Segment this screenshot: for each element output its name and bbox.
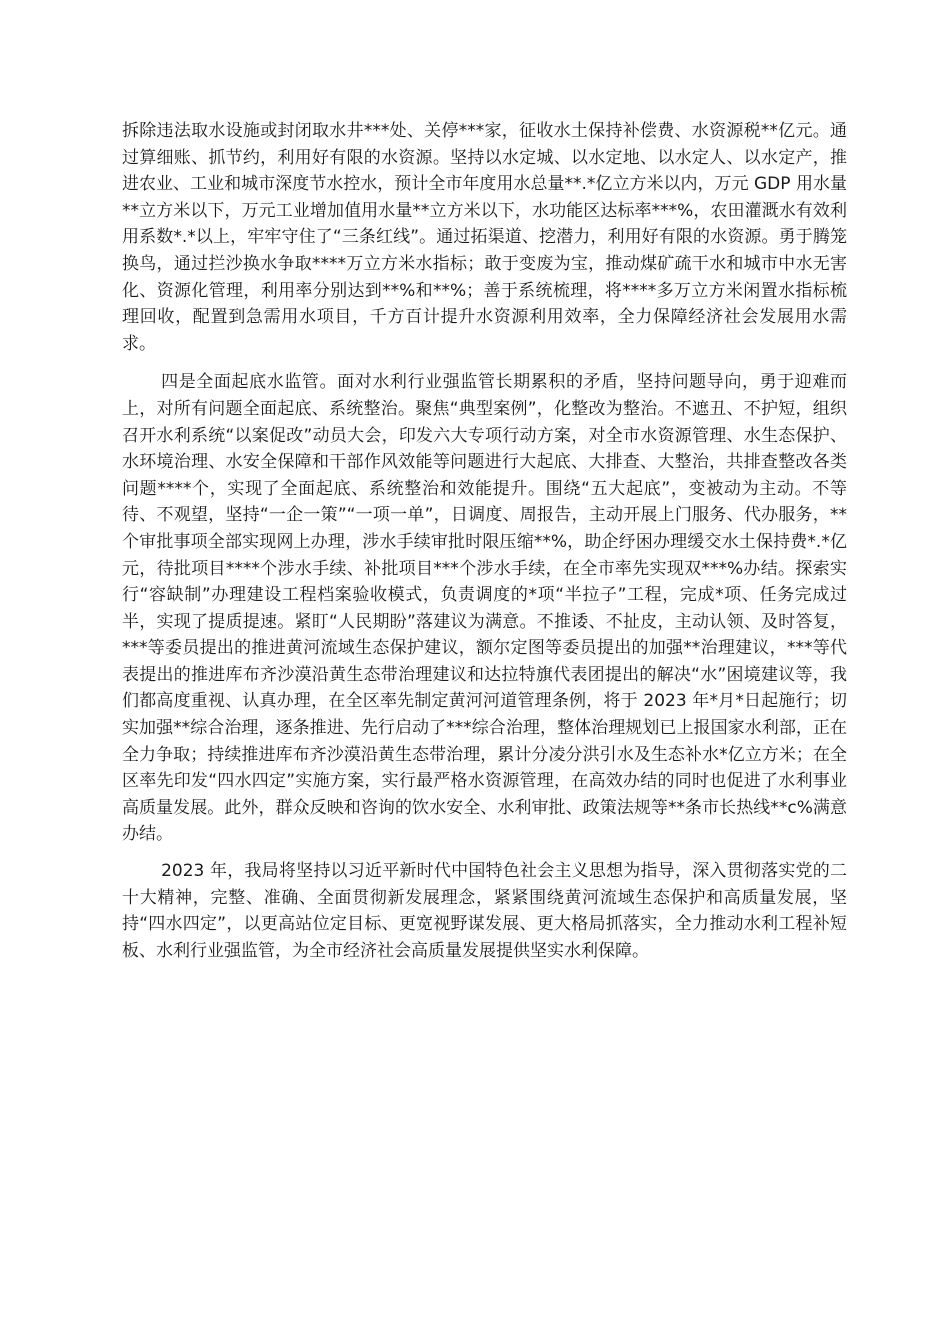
paragraph-water-resources: 拆除违法取水设施或封闭取水井***处、关停***家，征收水土保持补偿费、水资源税**亿元。通过算细账、抓节约，利用好有限的水资源。坚持以水定城、以水定地、以水定人、以水定产，推进农业、工业和城市深度节水控水，预计全市年度用水总量**.*亿立方米以内，万元 GDP 用水量**立方米以下，万元工业增加值用水量**立方米以下，水功能区达标率***%，农田灌溉水有效利用系数*.*以上，牢牢守住了“三条红线”。通过拓渠道、挖潜力，利用好有限的水资源。勇于腾笼换鸟，通过拦沙换水争取****万立方米水指标；敢于变废为宝，推动煤矿疏干水和城市中水无害化、资源化管理，利用率分别达到**%和**%；善于系统梳理，将****多万立方米闲置水指标梳理回收，配置到急需用水项目，千方百计提升水资源利用效率，全力保障经济社会发展用水需求。 xyxy=(122,121,847,354)
document-body xyxy=(122,118,847,964)
paragraph-water-supervision: 四是全面起底水监管。面对水利行业强监管长期累积的矛盾，坚持问题导向，勇于迎难而上，对所有问题全面起底、系统整治。聚焦“典型案例”，化整改为整治。不遮丑、不护短，组织召开水利系统“以案促改”动员大会，印发六大专项行动方案，对全市水资源管理、水生态保护、水环境治理、水安全保障和干部作风效能等问题进行大起底、大排查、大整治，共排查整改各类问题****个，实现了全面起底、系统整治和效能提升。围绕“五大起底”，变被动为主动。不等待、不观望，坚持“一企一策”“一项一单”，日调度、周报告，主动开展上门服务、代办服务，**个审批事项全部实现网上办理，涉水手续审批时限压缩**%，助企纾困办理缓交水土保持费*.*亿元，待批项目****个涉水手续、补批项目***个涉水手续，在全市率先实现双***%办结。探索实行“容缺制”办理建设工程档案验收模式，负责调度的*项“半拉子”工程，完成*项、任务完成过半，实现了提质提速。紧盯“人民期盼”落建议为满意。不推诿、不扯皮，主动认领、及时答复，***等委员提出的推进黄河流域生态保护建议，额尔定图等委员提出的加强**治理建议，***等代表提出的推进库布齐沙漠沿黄生态带治理建议和达拉特旗代表团提出的解决“水”困境建议等，我们都高度重视、认真办理，在全区率先制定黄河河道管理条例，将于 2023 年*月*日起施行；切实加强**综合治理，逐条推进、先行启动了***综合治理，整体治理规划已上报国家水利部，正在全力争取；持续推进库布齐沙漠沿黄生态带治理，累计分凌分洪引水及生态补水*亿立方米；在全区率先印发“四水四定”实施方案，实行最严格水资源管理，在高效办结的同时也促进了水利事业高质量发展。此外，群众反映和咨询的饮水安全、水利审批、政策法规等**条市长热线**c%满意办结。 xyxy=(122,372,847,845)
paragraph-2023-plan: 2023 年，我局将坚持以习近平新时代中国特色社会主义思想为指导，深入贯彻落实党的二十大精神，完整、准确、全面贯彻新发展理念，紧紧围绕黄河流域生态保护和高质量发展，坚持“四水四定”，以更高站位定目标、更宽视野谋发展、更大格局抓落实，全力推动水利工程补短板、水利行业强监管，为全市经济社会高质量发展提供坚实水利保障。 xyxy=(122,861,847,961)
